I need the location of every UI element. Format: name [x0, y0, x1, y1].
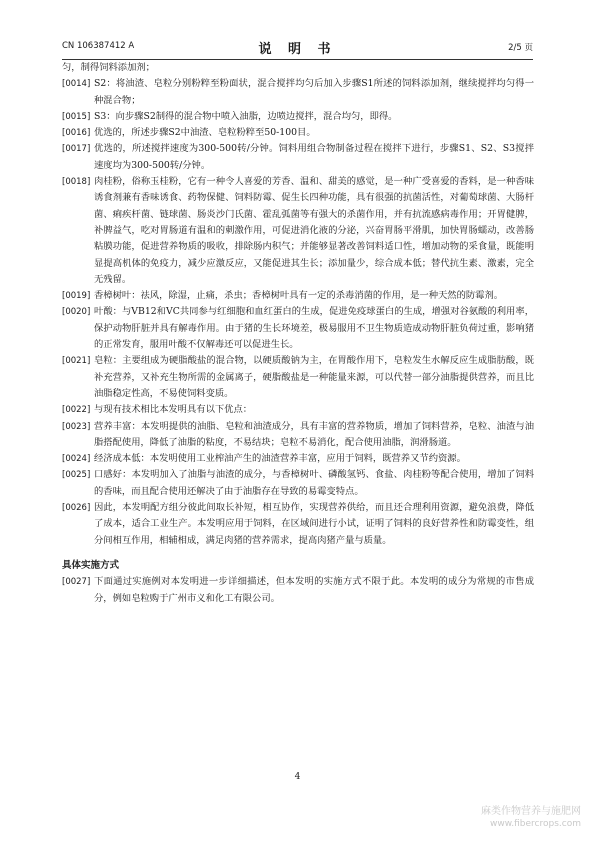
section-paragraph-list	[62, 574, 534, 607]
paragraph-number: [0017]	[62, 144, 91, 155]
document-body	[62, 60, 534, 607]
paragraph	[62, 353, 534, 402]
paragraph-number: [0026]	[62, 503, 91, 514]
paragraph	[62, 174, 534, 288]
continuation-text-content: 匀，制得饲料添加剂；	[62, 62, 155, 73]
paragraph	[62, 288, 534, 304]
paragraph-text: 经济成本低：本发明使用工业榨油产生的油渣营养丰富，应用于饲料，既营养又节约资源。	[94, 453, 466, 465]
paragraph-number: [0022]	[62, 405, 91, 416]
paragraph	[62, 141, 534, 174]
paragraph-number: [0020]	[62, 307, 91, 318]
paragraph-number: [0027]	[62, 577, 91, 588]
paragraph-text: 口感好：本发明加入了油脂与油渣的成分，与香樟树叶、磷酸氢钙、食盐、肉桂粉等配合使用，增加了饲料的香味，而且配合使用还解决了由于油脂存在导致的易霉变特点。	[94, 469, 534, 497]
paragraph	[62, 574, 534, 607]
paragraph-text: 与现有技术相比本发明具有以下优点：	[94, 404, 253, 416]
paragraph-text: 优选的，所述搅拌速度为300-500转/分钟。饲料用组合物制备过程在搅拌下进行，步骤S1、S2、S3搅拌速度均为300-500转/分钟。	[94, 143, 534, 171]
paragraph	[62, 500, 534, 549]
paragraph	[62, 419, 534, 452]
paragraph-text: S3：向步骤S2制得的混合物中喷入油脂，边喷边搅拌，混合均匀，即得。	[94, 110, 398, 122]
paragraph-text: 香樟树叶：祛风，除湿，止痛，杀虫；香樟树叶具有一定的杀毒消菌的作用，是一种天然的防霉剂。	[94, 290, 504, 302]
paragraph-text: 叶酸：与VB12和VC共同参与红细胞和血红蛋白的生成，促进免疫球蛋白的生成，增强对谷氨酸的利用率，保护动物肝脏并具有解毒作用。由于猪的生长环境差，极易服用不卫生物质造成动物肝脏负荷过重，影响猪的正常发育，服用叶酸不仅解毒还可以促进生长。	[94, 306, 534, 351]
paragraph-number: [0014]	[62, 79, 91, 90]
watermark	[481, 806, 581, 830]
watermark-title: 麻类作物营养与施肥网	[481, 806, 581, 817]
paragraph	[62, 76, 534, 109]
paragraph-text: 肉桂粉，俗称玉桂粉，它有一种令人喜爱的芳香、温和、甜美的感觉，是一种广受喜爱的香料，是一种香味诱食剂兼有香味诱食、药物保健、饲料防霉、促生长四种功能，具有很强的抗菌活性，对葡萄球菌、大肠杆菌、痢疾杆菌、链球菌、肠炎沙门氏菌、霍乱弧菌等有强大的杀菌作用，并有抗流感病毒作用；开胃健脾，补脾益气，吃对胃肠道有温和的刺激作用，可促进消化液的分泌，兴奋胃肠平滑肌，加快胃肠蠕动，改善肠粘膜功能，促进营养物质的吸收，排除肠内积气；并能够显著改善饲料适口性，增加动物的采食量，既能明显提高机体的免疫力，减少应激反应，又能促进其生长；添加量少，综合成本低；替代抗生素、激素，完全无残留。	[94, 176, 534, 285]
paragraph-number: [0018]	[62, 177, 91, 188]
page-header	[62, 38, 533, 58]
paragraph	[62, 451, 534, 467]
paragraph-text: 营养丰富：本发明提供的油脂、皂粒和油渣成分，具有丰富的营养物质，增加了饲料营养，皂粒、油渣与油脂搭配使用，降低了油脂的粘度，不易结块；皂粒不易消化，配合使用油脂，润滑肠道。	[94, 420, 534, 448]
paragraph-text: S2：将油渣、皂粒分别粉粹至粉面状，混合搅拌均匀后加入步骤S1所述的饲料添加剂，继续搅拌均匀得一种混合物；	[94, 78, 534, 106]
paragraph-text: 皂粒：主要组成为硬脂酸盐的混合物，以硬质酸钠为主，在胃酸作用下，皂粒发生水解反应生成脂肪酸，既补充营养，又补充生物所需的金属离子，硬脂酸盐是一种能量来源，可以代替一部分油脂提供营养，而且比油脂稳定性高，不易使饲料变质。	[94, 355, 534, 399]
paragraph	[62, 402, 534, 418]
paragraph-text: 优选的，所述步骤S2中油渣、皂粒粉粹至50-100目。	[94, 127, 316, 139]
paragraph-number: [0016]	[62, 128, 91, 139]
paragraph-number: [0021]	[62, 356, 91, 367]
page-number: 4	[294, 772, 301, 782]
paragraph-number: [0023]	[62, 421, 91, 432]
document-id: CN 106387412 A	[62, 41, 135, 51]
paragraph-number: [0025]	[62, 470, 91, 481]
section-title: 具体实施方式	[62, 559, 120, 571]
paragraph-number: [0019]	[62, 291, 91, 302]
paragraph-list	[62, 76, 534, 549]
document-title: 说 明 书	[258, 42, 337, 57]
paragraph	[62, 109, 534, 125]
page-info: 2/5 页	[508, 43, 533, 53]
paragraph	[62, 125, 534, 141]
paragraph-number: [0015]	[62, 111, 91, 122]
paragraph-text: 下面通过实施例对本发明进一步详细描述，但本发明的实施方式不限于此。本发明的成分为常规的市售成分，例如皂粒购于广州市义和化工有限公司。	[94, 576, 534, 604]
watermark-url: www.fibercrops.com	[490, 819, 581, 829]
continuation-text	[62, 60, 534, 76]
paragraph	[62, 467, 534, 500]
paragraph-text: 因此，本发明配方组分彼此间取长补短，相互协作，实现营养供给，而且还合理利用资源，避免浪费，降低了成本，适合工业生产。本发明应用于饲料，在区域间进行小试，证明了饲料的良好营养性和防霉变性，组分间相互作用，相辅相成，满足肉猪的营养需求，提高肉猪产量与质量。	[94, 502, 534, 546]
paragraph	[62, 304, 534, 353]
paragraph-number: [0024]	[62, 454, 91, 465]
